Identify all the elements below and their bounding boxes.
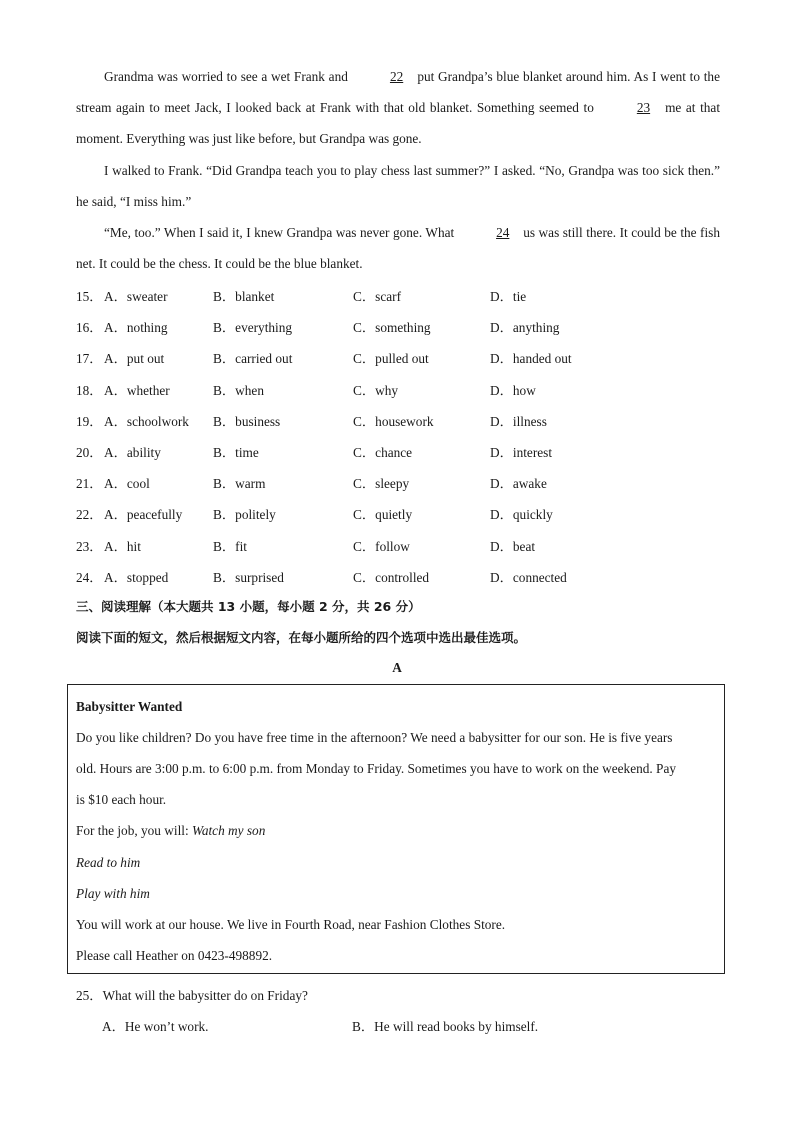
option-row-15 [76, 286, 726, 306]
option-b[interactable]: B．business [213, 414, 281, 429]
option-row-22 [76, 504, 726, 524]
story-p1-before: Grandma was worried to see a wet Frank and [104, 69, 348, 84]
option-a[interactable]: A．sweater [104, 289, 168, 304]
option-a[interactable]: A．stopped [104, 570, 169, 585]
option-d[interactable]: D．anything [490, 320, 560, 335]
option-c[interactable]: C．follow [353, 539, 410, 554]
option-b[interactable]: B．politely [213, 507, 276, 522]
story-p3-after: us was still there. It could be the fish net. It could be the chess. It could be the blue blanket. [76, 225, 721, 271]
question-number: 20． [76, 445, 103, 460]
option-d[interactable]: D．handed out [490, 351, 572, 366]
option-c[interactable]: C．scarf [353, 289, 401, 304]
story-p3-before: “Me, too.” When I said it, I knew Grandpa was never gone. What [104, 225, 455, 240]
question-25-option-a[interactable]: A．He won’t work. [102, 1019, 209, 1034]
question-number: 21． [76, 476, 103, 491]
ad-text-line-1: Do you like children? Do you have free time in the afternoon? We need a babysitter for our son. He is five years [76, 730, 673, 745]
ad-duties-line [76, 823, 716, 839]
option-d[interactable]: D．illness [490, 414, 547, 429]
option-c[interactable]: C．why [353, 383, 399, 398]
question-number: 24． [76, 570, 103, 585]
option-row-23 [76, 536, 726, 556]
blank-23: 23 [636, 100, 651, 115]
question-25-option-b[interactable]: B．He will read books by himself. [352, 1019, 539, 1034]
option-d[interactable]: D．interest [490, 445, 553, 460]
option-row-16 [76, 317, 726, 337]
ad-contact: Please call Heather on 0423-498892. [76, 948, 273, 963]
option-c[interactable]: C．housework [353, 414, 434, 429]
option-d[interactable]: D．awake [490, 476, 547, 491]
option-a[interactable]: A．ability [104, 445, 161, 460]
blank-22: 22 [389, 69, 404, 84]
ad-text-line-3: is $10 each hour. [76, 792, 167, 807]
question-number: 23． [76, 539, 103, 554]
option-c[interactable]: C．pulled out [353, 351, 429, 366]
option-b[interactable]: B．surprised [213, 570, 284, 585]
option-c[interactable]: C．controlled [353, 570, 430, 585]
story-paragraph-1 [76, 61, 720, 154]
option-row-24 [76, 567, 726, 587]
story-p1-mid: put Grandpa’s blue blanket around him. As I went to the stream again to meet Jack, I looked back at Frank with that old blanket. Something seemed to [76, 69, 720, 115]
section-instructions: 阅读下面的短文，然后根据短文内容，在每小题所给的四个选项中选出最佳选项。 [76, 630, 527, 645]
ad-text-line-2: old. Hours are 3:00 p.m. to 6:00 p.m. from Monday to Friday. Sometimes you have to work on the weekend. Pay [76, 761, 676, 776]
blank-24: 24 [496, 225, 510, 240]
question-number: 19． [76, 414, 103, 429]
section-title: 三、阅读理解（本大题共 13 小题，每小题 2 分，共 26 分） [76, 599, 421, 614]
option-b[interactable]: B．blanket [213, 289, 275, 304]
option-row-20 [76, 442, 726, 462]
ad-duty-1: Watch my son [191, 823, 266, 838]
option-c[interactable]: C．sleepy [353, 476, 410, 491]
ad-title: Babysitter Wanted [76, 699, 183, 714]
ad-location: You will work at our house. We live in Fourth Road, near Fashion Clothes Store. [76, 917, 506, 932]
ad-duty-3: Play with him [76, 886, 150, 901]
option-b[interactable]: B．time [213, 445, 259, 460]
option-a[interactable]: A．whether [104, 383, 170, 398]
option-row-18 [76, 380, 726, 400]
ad-duty-2: Read to him [76, 855, 141, 870]
option-d[interactable]: D．quickly [490, 507, 553, 522]
story-paragraph-2: I walked to Frank. “Did Grandpa teach you to play chess last summer?” I asked. “No, Grandpa was too sick then.” he said, “I miss him.” [76, 163, 720, 209]
option-row-19 [76, 411, 726, 431]
option-a[interactable]: A．put out [104, 351, 165, 366]
option-b[interactable]: B．everything [213, 320, 293, 335]
story-p1-after: me at that moment. Everything was just like before, but Grandpa was gone. [76, 100, 721, 146]
option-row-21 [76, 473, 726, 493]
option-a[interactable]: A．nothing [104, 320, 168, 335]
option-a[interactable]: A．schoolwork [104, 414, 189, 429]
babysitter-ad-box [67, 684, 725, 974]
option-row-17 [76, 348, 726, 368]
question-number: 17． [76, 351, 103, 366]
option-b[interactable]: B．when [213, 383, 264, 398]
option-b[interactable]: B．carried out [213, 351, 293, 366]
story-paragraph-3 [76, 217, 720, 279]
question-number: 15． [76, 289, 103, 304]
option-c[interactable]: C．something [353, 320, 431, 335]
option-d[interactable]: D．how [490, 383, 536, 398]
option-c[interactable]: C．quietly [353, 507, 413, 522]
question-number: 16． [76, 320, 103, 335]
question-number: 18． [76, 383, 103, 398]
passage-label: A [392, 660, 402, 675]
option-c[interactable]: C．chance [353, 445, 413, 460]
question-25-stem: 25．What will the babysitter do on Friday? [76, 988, 308, 1003]
question-number: 22． [76, 507, 103, 522]
option-a[interactable]: A．hit [104, 539, 141, 554]
option-a[interactable]: A．cool [104, 476, 150, 491]
ad-duties-intro: For the job, you will: [76, 823, 189, 838]
option-b[interactable]: B．warm [213, 476, 266, 491]
option-d[interactable]: D．beat [490, 539, 536, 554]
option-d[interactable]: D．tie [490, 289, 527, 304]
option-d[interactable]: D．connected [490, 570, 567, 585]
option-b[interactable]: B．fit [213, 539, 247, 554]
option-a[interactable]: A．peacefully [104, 507, 183, 522]
